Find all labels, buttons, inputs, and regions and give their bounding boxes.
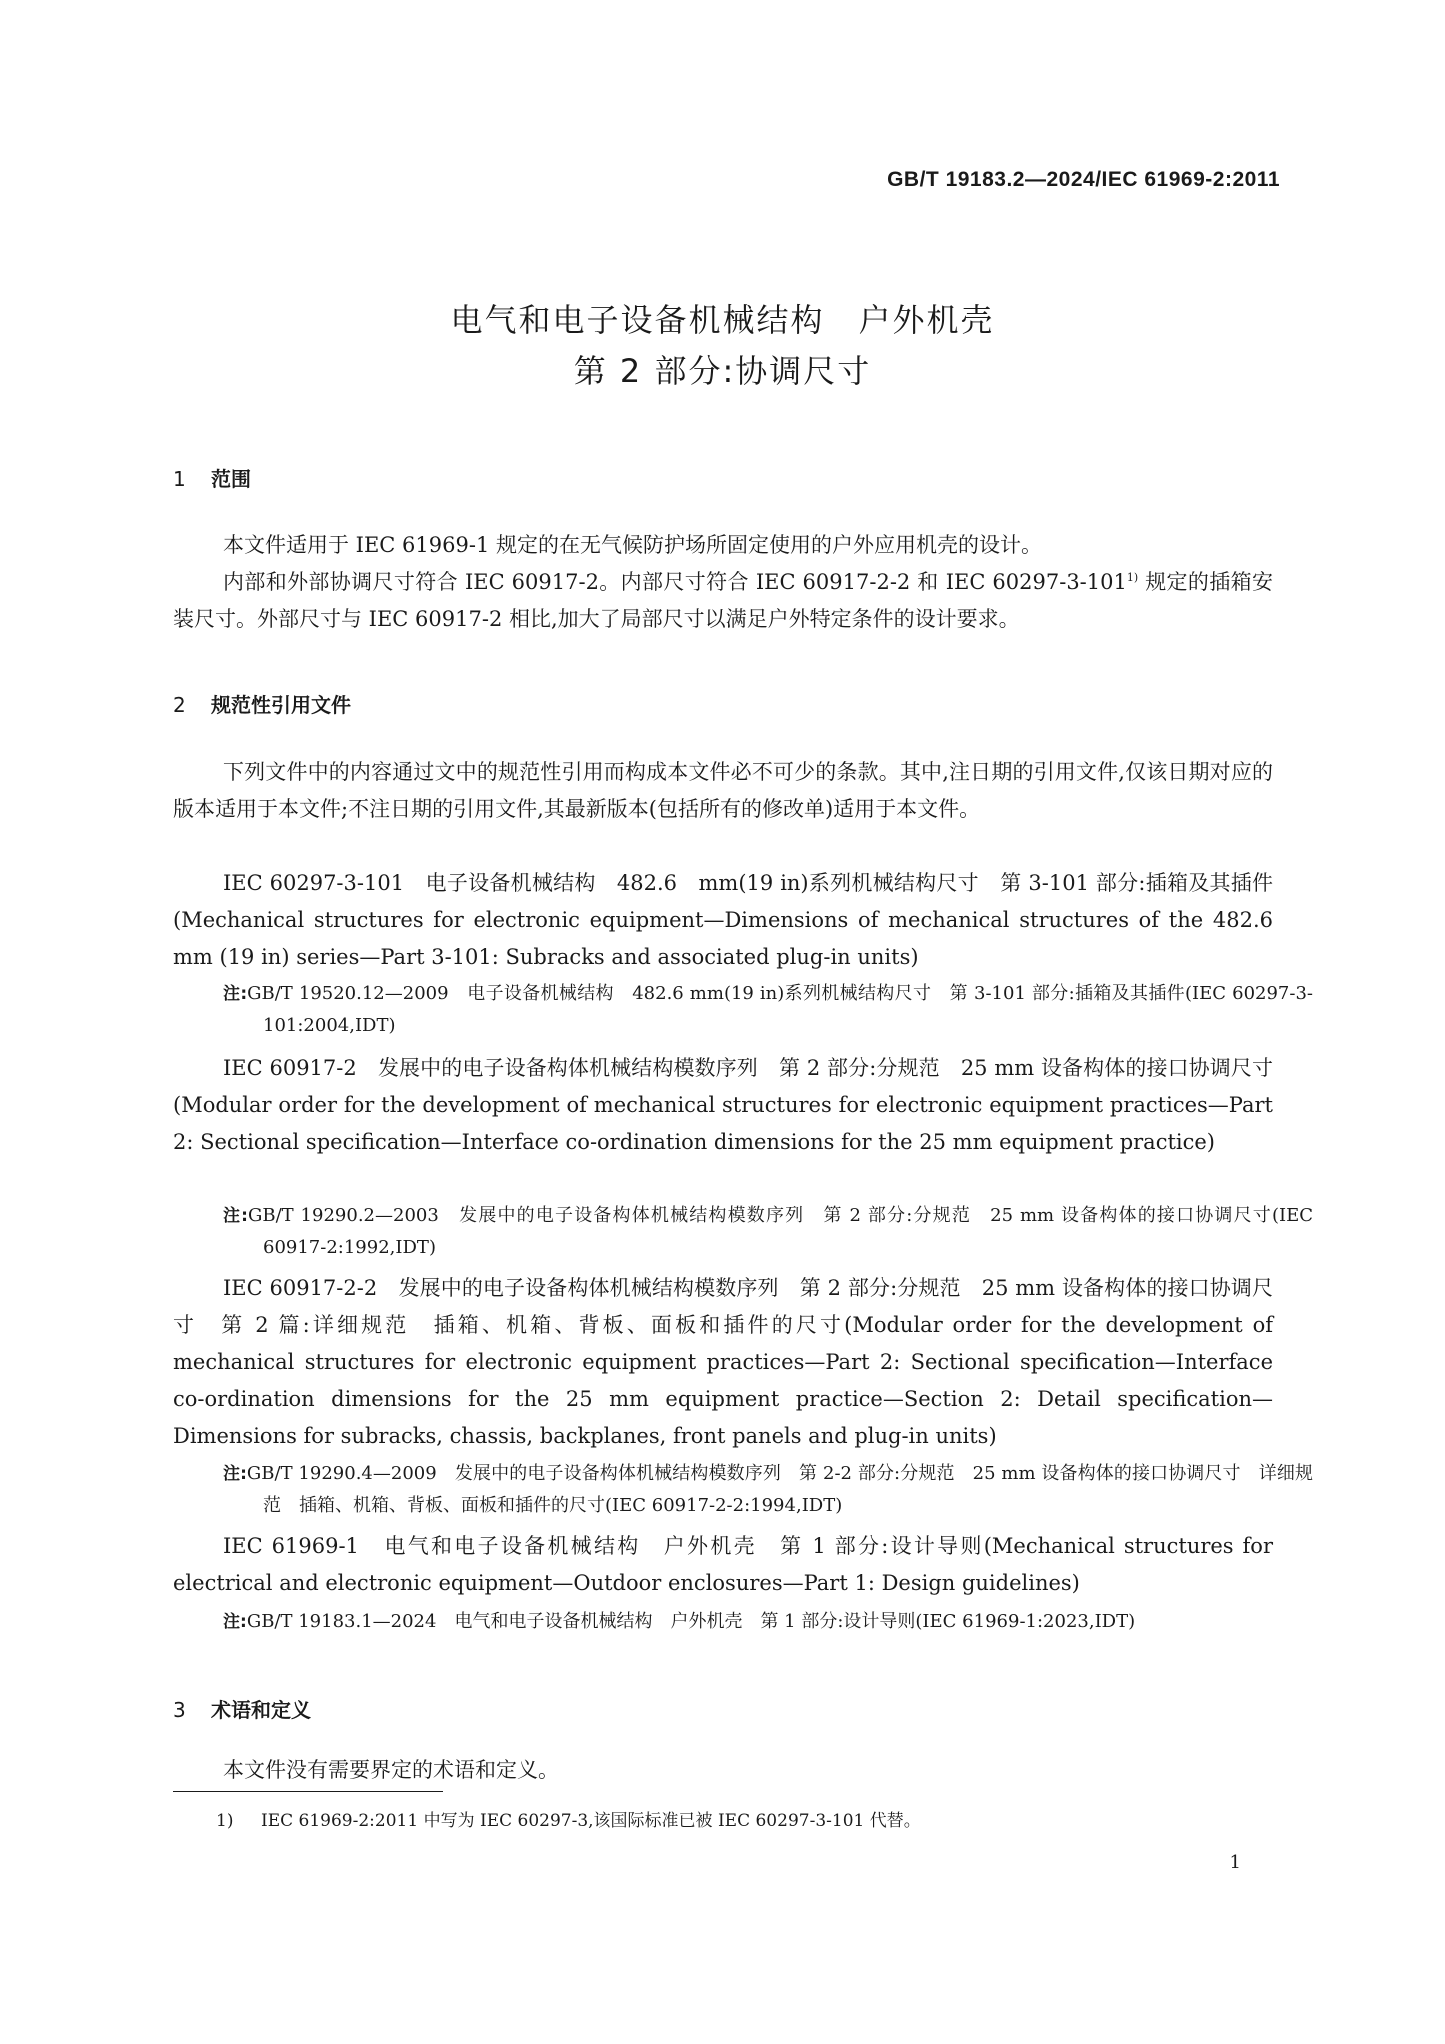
document-title-line-2: 第 2 部分:协调尺寸 xyxy=(573,352,872,390)
document-title-line-1: 电气和电子设备机械结构 户外机壳 xyxy=(450,301,995,339)
note-text: GB/T 19290.4—2009 发展中的电子设备构体机械结构模数序列 第 2-2 部分:分规范 25 mm 设备构体的接口协调尺寸 详细规范 插箱、机箱、背板、面板和插件的尺寸(IEC 60917-2-2:1994,IDT) xyxy=(246,1463,1313,1516)
note-text: GB/T 19290.2—2003 发展中的电子设备构体机械结构模数序列 第 2 部分:分规范 25 mm 设备构体的接口协调尺寸(IEC 60917-2:1992,IDT) xyxy=(247,1205,1313,1258)
note-label: 注: xyxy=(223,1206,248,1226)
section-1-number: 1 xyxy=(173,467,186,491)
standard-code-header: GB/T 19183.2—2024/IEC 61969-2:2011 xyxy=(887,168,1280,191)
section-3-paragraph-1: 本文件没有需要界定的术语和定义。 xyxy=(223,1758,559,1782)
section-3-number: 3 xyxy=(173,1698,186,1722)
note-label: 注: xyxy=(223,1612,247,1632)
section-1-paragraph-2-part-a: 内部和外部协调尺寸符合 IEC 60917-2。内部尺寸符合 IEC 60917-2-2 和 IEC 60297-3-101 xyxy=(223,570,1127,594)
footnote-text: IEC 61969-2:2011 中写为 IEC 60297-3,该国际标准已被 IEC 60297-3-101 代替。 xyxy=(261,1811,921,1831)
section-3-heading xyxy=(173,1694,311,1723)
note-label: 注: xyxy=(223,984,248,1004)
section-2-heading xyxy=(173,689,351,718)
note-label: 注: xyxy=(223,1464,247,1484)
section-1-paragraph-2 xyxy=(173,564,1273,638)
normative-reference-1-note xyxy=(223,978,1313,1042)
section-1-paragraph-2-part-b: 规定的插箱安装尺寸。外部尺寸与 IEC 60917-2 相比,加大了局部尺寸以满足户外特定条件的设计要求。 xyxy=(173,570,1273,631)
normative-reference-4: IEC 61969-1 电气和电子设备机械结构 户外机壳 第 1 部分:设计导则(Mechanical structures for electrical and electronic equipment—Outdoor enclosures—Part 1: Design guidelines) xyxy=(173,1534,1273,1595)
section-2-title: 规范性引用文件 xyxy=(211,693,351,717)
normative-reference-4-note xyxy=(223,1606,1313,1638)
footnote xyxy=(216,1806,921,1831)
note-text: GB/T 19520.12—2009 电子设备机械结构 482.6 mm(19 in)系列机械结构尺寸 第 3-101 部分:插箱及其插件(IEC 60297-3-101:2004,IDT) xyxy=(247,983,1313,1036)
normative-reference-1: IEC 60297-3-101 电子设备机械结构 482.6 mm(19 in)系列机械结构尺寸 第 3-101 部分:插箱及其插件(Mechanical structures for electronic equipment—Dimensions of mechanical structures of the 482.6 mm (19 in) series—Part 3-101: Subracks and associated plug-in units) xyxy=(173,871,1273,969)
normative-reference-2: IEC 60917-2 发展中的电子设备构体机械结构模数序列 第 2 部分:分规范 25 mm 设备构体的接口协调尺寸(Modular order for the development of mechanical structures for electronic equipment practices—Part 2: Sectional specification—Interface co-ordination dimensions for the 25 mm equipment practice) xyxy=(173,1056,1273,1154)
section-1-title: 范围 xyxy=(211,467,251,491)
normative-reference-2-note xyxy=(223,1200,1313,1264)
normative-reference-3-note xyxy=(223,1458,1313,1522)
footnote-mark: 1) xyxy=(216,1811,234,1831)
section-1-paragraph-1: 本文件适用于 IEC 61969-1 规定的在无气候防护场所固定使用的户外应用机壳的设计。 xyxy=(223,533,1042,557)
section-2-intro-paragraph: 下列文件中的内容通过文中的规范性引用而构成本文件必不可少的条款。其中,注日期的引用文件,仅该日期对应的版本适用于本文件;不注日期的引用文件,其最新版本(包括所有的修改单)适用于本文件。 xyxy=(173,760,1273,821)
page-number: 1 xyxy=(1229,1852,1241,1873)
section-2-number: 2 xyxy=(173,693,186,717)
note-text: GB/T 19183.1—2024 电气和电子设备机械结构 户外机壳 第 1 部分:设计导则(IEC 61969-1:2023,IDT) xyxy=(246,1611,1136,1632)
section-1-heading xyxy=(173,463,251,492)
footnote-divider xyxy=(173,1791,443,1792)
section-3-title: 术语和定义 xyxy=(211,1698,311,1722)
footnote-reference-mark: 1) xyxy=(1126,571,1139,584)
normative-reference-3: IEC 60917-2-2 发展中的电子设备构体机械结构模数序列 第 2 部分:分规范 25 mm 设备构体的接口协调尺寸 第 2 篇:详细规范 插箱、机箱、背板、面板和插件的尺寸(Modular order for the development of mechanical structures for electronic equipment practices—Part 2: Sectional specification—Interface co-ordination dimensions for the 25 mm equipment practice—Section 2: Detail specification—Dimensions for subracks, chassis, backplanes, front panels and plug-in units) xyxy=(173,1276,1273,1448)
